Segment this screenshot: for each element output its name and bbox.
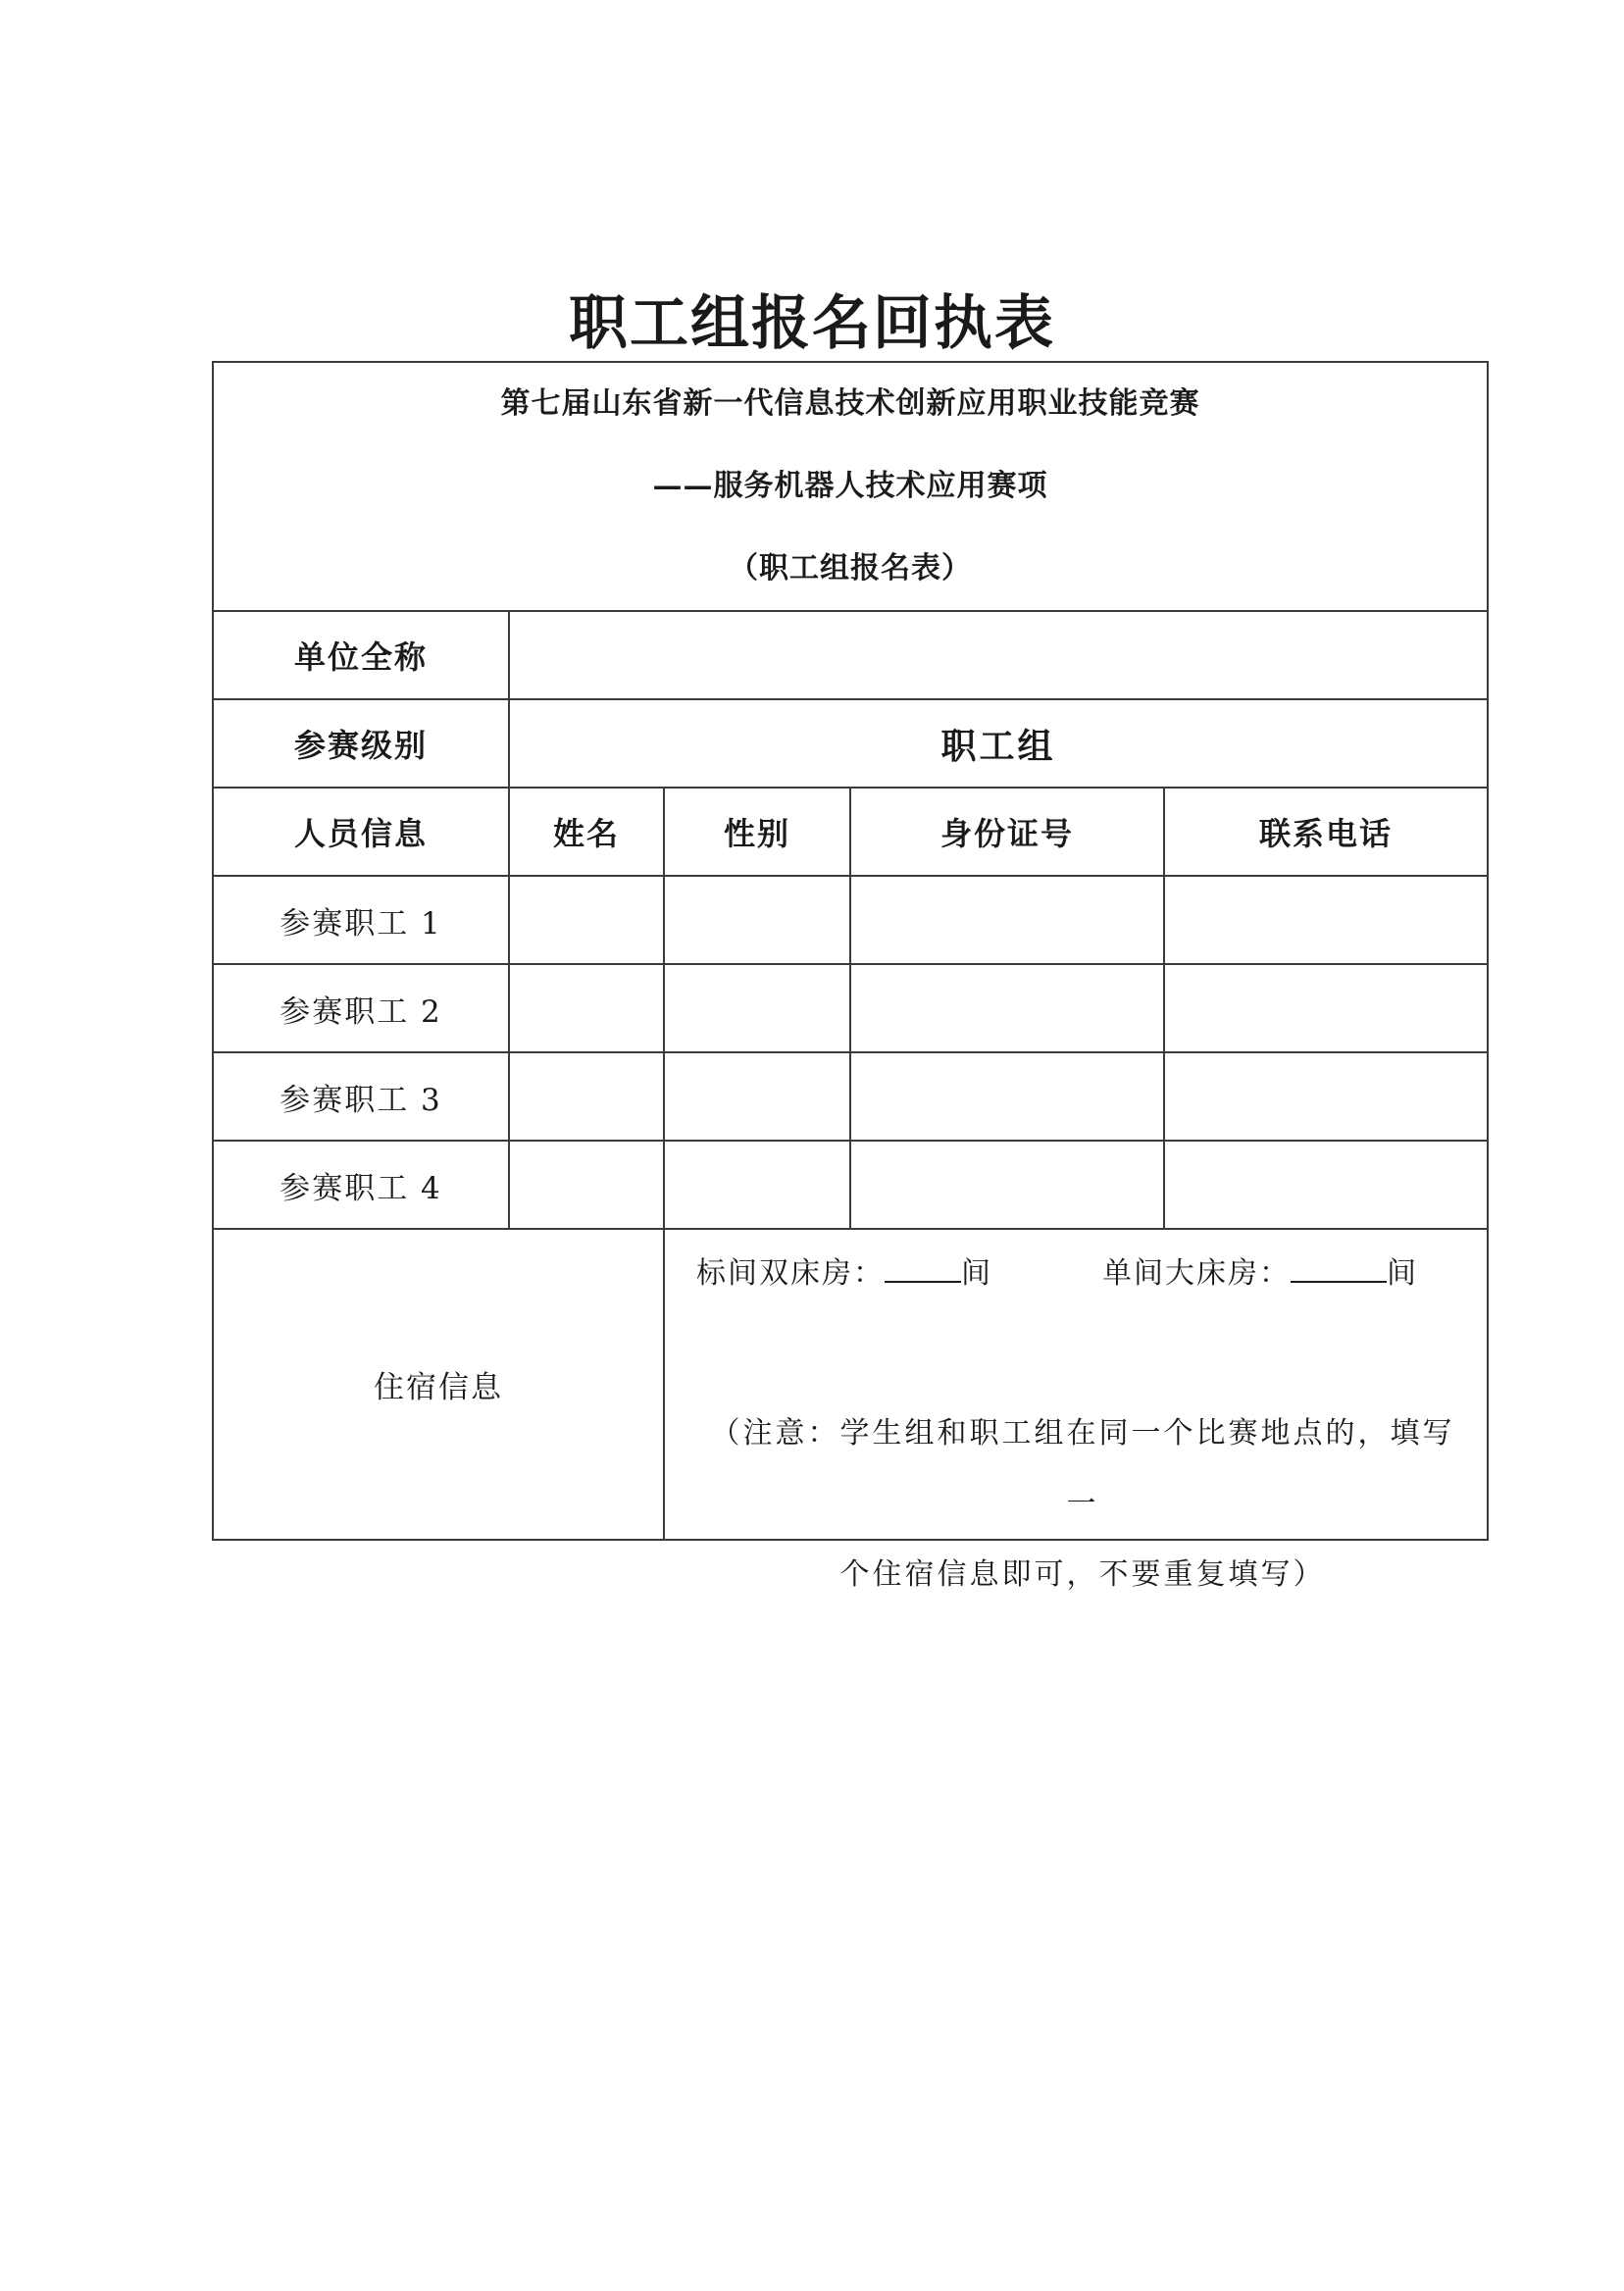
name-field[interactable] (509, 1052, 664, 1141)
page-title: 职工组报名回执表 (569, 289, 1055, 358)
registration-form-table (212, 361, 1489, 1592)
id-number-field[interactable] (850, 876, 1164, 964)
gender-field[interactable] (664, 964, 850, 1052)
phone-field[interactable] (1164, 1052, 1488, 1141)
single-room-label: 单间大床房： (1102, 1256, 1291, 1291)
participant-label: 参赛职工 4 (213, 1141, 509, 1229)
id-number-field[interactable] (850, 1141, 1164, 1229)
phone-field[interactable] (1164, 1141, 1488, 1229)
unit-name-label: 单位全称 (213, 611, 509, 699)
personnel-info-label: 人员信息 (213, 788, 509, 876)
lodging-note (696, 1399, 1469, 1610)
twin-room-label: 标间双床房： (696, 1256, 885, 1291)
table-row (213, 1141, 1488, 1229)
level-label: 参赛级别 (213, 699, 509, 788)
twin-room-count-field[interactable] (885, 1251, 961, 1283)
gender-field[interactable] (664, 1141, 850, 1229)
column-header-name: 姓名 (509, 788, 664, 876)
single-room-unit: 间 (1387, 1256, 1418, 1291)
lodging-note-line-2: 个住宿信息即可，不要重复填写） (839, 1557, 1326, 1592)
participant-label: 参赛职工 2 (213, 964, 509, 1052)
column-header-gender: 性别 (664, 788, 850, 876)
participant-label: 参赛职工 3 (213, 1052, 509, 1141)
lodging-note-line-1: （注意：学生组和职工组在同一个比赛地点的，填写一 (710, 1416, 1455, 1521)
table-row (213, 876, 1488, 964)
table-row (213, 964, 1488, 1052)
id-number-field[interactable] (850, 964, 1164, 1052)
lodging-details (664, 1229, 1488, 1592)
unit-name-field[interactable] (509, 611, 1488, 699)
single-room-count-field[interactable] (1291, 1251, 1387, 1283)
twin-room-unit: 间 (961, 1256, 992, 1291)
gender-field[interactable] (664, 1052, 850, 1141)
column-header-id-number: 身份证号 (850, 788, 1164, 876)
gender-field[interactable] (664, 876, 850, 964)
phone-field[interactable] (1164, 876, 1488, 964)
participant-label: 参赛职工 1 (213, 876, 509, 964)
level-value: 职工组 (509, 699, 1488, 788)
form-header (213, 362, 1488, 611)
competition-name: 第七届山东省新一代信息技术创新应用职业技能竞赛 (500, 386, 1200, 421)
column-header-phone: 联系电话 (1164, 788, 1488, 876)
form-subtitle: （职工组报名表） (729, 551, 972, 585)
name-field[interactable] (509, 964, 664, 1052)
room-count-line (696, 1251, 1467, 1294)
event-name: ——服务机器人技术应用赛项 (652, 469, 1048, 503)
id-number-field[interactable] (850, 1052, 1164, 1141)
name-field[interactable] (509, 1141, 664, 1229)
phone-field[interactable] (1164, 964, 1488, 1052)
name-field[interactable] (509, 876, 664, 964)
table-row (213, 1052, 1488, 1141)
lodging-info-label: 住宿信息 (213, 1229, 664, 1540)
